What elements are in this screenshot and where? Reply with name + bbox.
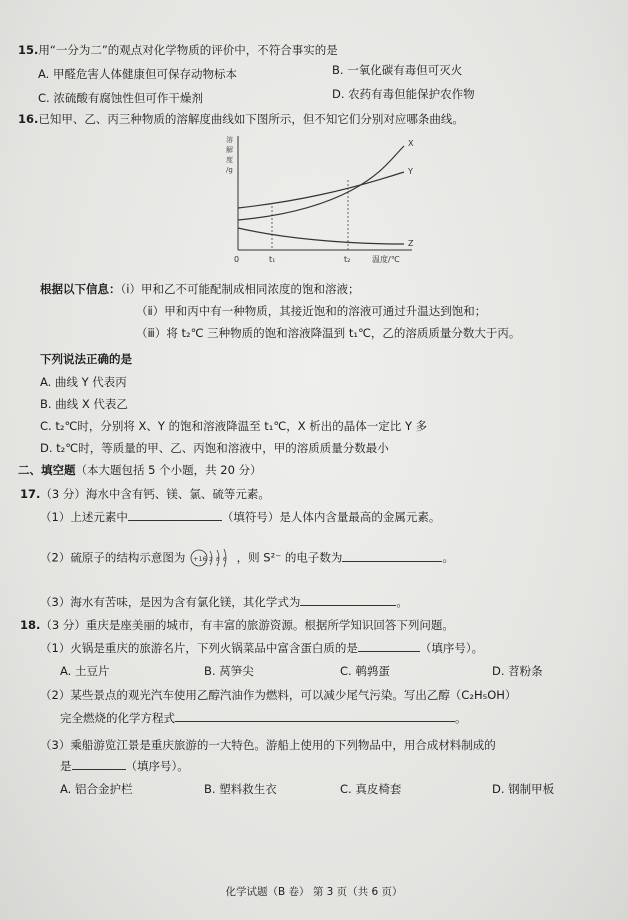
q15-option-b: B. 一氧化碳有毒但可灭火 [332, 63, 463, 77]
q16-option-a: A. 曲线 Y 代表丙 [40, 375, 127, 389]
svg-text:6: 6 [222, 557, 227, 563]
t1-label: t₁ [269, 255, 276, 264]
svg-text:+16: +16 [192, 555, 207, 563]
q18-stem: 18.（3 分）重庆是座美丽的城市，有丰富的旅游资源。根据所学知识回答下列问题。 [20, 618, 454, 632]
section-2-heading: 二、填空题（本大题包括 5 个小题，共 20 分） [18, 463, 262, 477]
q15-option-c: C. 浓硫酸有腐蚀性但可作干燥剂 [38, 91, 203, 105]
solubility-curve-chart [222, 128, 422, 276]
curve-y-label: Y [408, 167, 413, 176]
q18-p1-option-c: C. 鹌鹑蛋 [340, 664, 390, 678]
q17-part-1: （1）上述元素中 （填符号）是人体内含量最高的金属元素。 [40, 510, 441, 524]
q18-p1-option-b: B. 莴笋尖 [204, 664, 254, 678]
curve-y [238, 172, 404, 208]
q18-part-1: （1）火锅是重庆的旅游名片，下列火锅菜品中富含蛋白质的是 （填序号）。 [40, 641, 484, 655]
q16-option-c: C. t₂℃时，分别将 X、Y 的饱和溶液降温至 t₁℃，X 析出的晶体一定比 Y 多 [40, 419, 428, 433]
q18-part-3-cont: 是 （填序号）。 [60, 759, 189, 773]
q16-option-b: B. 曲线 X 代表乙 [40, 397, 128, 411]
q18-part-2-cont: 完全燃烧的化学方程式 。 [60, 711, 467, 725]
q16-option-d: D. t₂℃时，等质量的甲、乙、丙饱和溶液中，甲的溶质质量分数最小 [40, 441, 389, 455]
t2-label: t₂ [344, 255, 351, 264]
q15-stem: 15.用“一分为二”的观点对化学物质的评价中，不符合事实的是 [18, 43, 338, 57]
q18-p1-option-d: D. 苕粉条 [492, 664, 543, 678]
q16-info-3: （ⅲ）将 t₂℃ 三种物质的饱和溶液降温到 t₁℃，乙的溶质质量分数大于丙。 [136, 326, 521, 340]
q16-info-2: （ⅱ）甲和丙中有一种物质，其接近饱和的溶液可通过升温达到饱和； [136, 304, 487, 318]
sulfur-atom-structure-diagram [189, 548, 233, 568]
q16-stem: 16.已知甲、乙、丙三种物质的溶解度曲线如下图所示，但不知它们分别对应哪条曲线。 [18, 112, 464, 126]
q16-info-1: 根据以下信息：（ⅰ）甲和乙不可能配制成相同浓度的饱和溶液； [40, 282, 360, 296]
q18-part-3: （3）乘船游览江景是重庆旅游的一大特色。游船上使用的下列物品中，用合成材料制成的 [40, 738, 496, 752]
page-footer: 化学试题（B 卷） 第 3 页（共 6 页） [225, 886, 403, 898]
y-axis-label-char-1: 溶 [226, 136, 233, 144]
curve-x [238, 146, 404, 220]
q18-part-2: （2）某些景点的观光汽车使用乙醇汽油作为燃料，可以减少尾气污染。写出乙醇（C₂H₅OH） [40, 688, 517, 702]
x-axis-label: 温度/℃ [372, 255, 400, 264]
y-axis-label-char-3: 度 [226, 156, 233, 164]
curve-z [238, 228, 404, 244]
q17-part-3: （3）海水有苦味，是因为含有氯化镁，其化学式为 。 [40, 595, 408, 609]
svg-text:2: 2 [208, 557, 213, 563]
q18-p3-option-a: A. 铝合金护栏 [60, 782, 133, 796]
y-axis-label-char-2: 解 [226, 146, 233, 154]
y-axis-label-unit: /g [226, 166, 233, 174]
q18-p1-option-a: A. 土豆片 [60, 664, 110, 678]
q17-stem: 17.（3 分）海水中含有钙、镁、氯、硫等元素。 [20, 487, 270, 501]
q18-p3-option-d: D. 钢制甲板 [492, 782, 555, 796]
curve-x-label: X [408, 139, 414, 148]
q18-p3-option-c: C. 真皮椅套 [340, 782, 402, 796]
q16-prompt: 下列说法正确的是 [40, 352, 132, 366]
q18-p3-option-b: B. 塑料救生衣 [204, 782, 277, 796]
q17-part-2: （2）硫原子的结构示意图为 +16 2 8 6 ，则 S²⁻ 的电子数为 。 [40, 548, 454, 568]
curve-z-label: Z [408, 239, 414, 248]
q15-option-d: D. 农药有毒但能保护农作物 [332, 87, 475, 101]
origin-label: 0 [234, 255, 240, 264]
svg-text:8: 8 [215, 557, 220, 563]
q15-option-a: A. 甲醛危害人体健康但可保存动物标本 [38, 67, 237, 81]
